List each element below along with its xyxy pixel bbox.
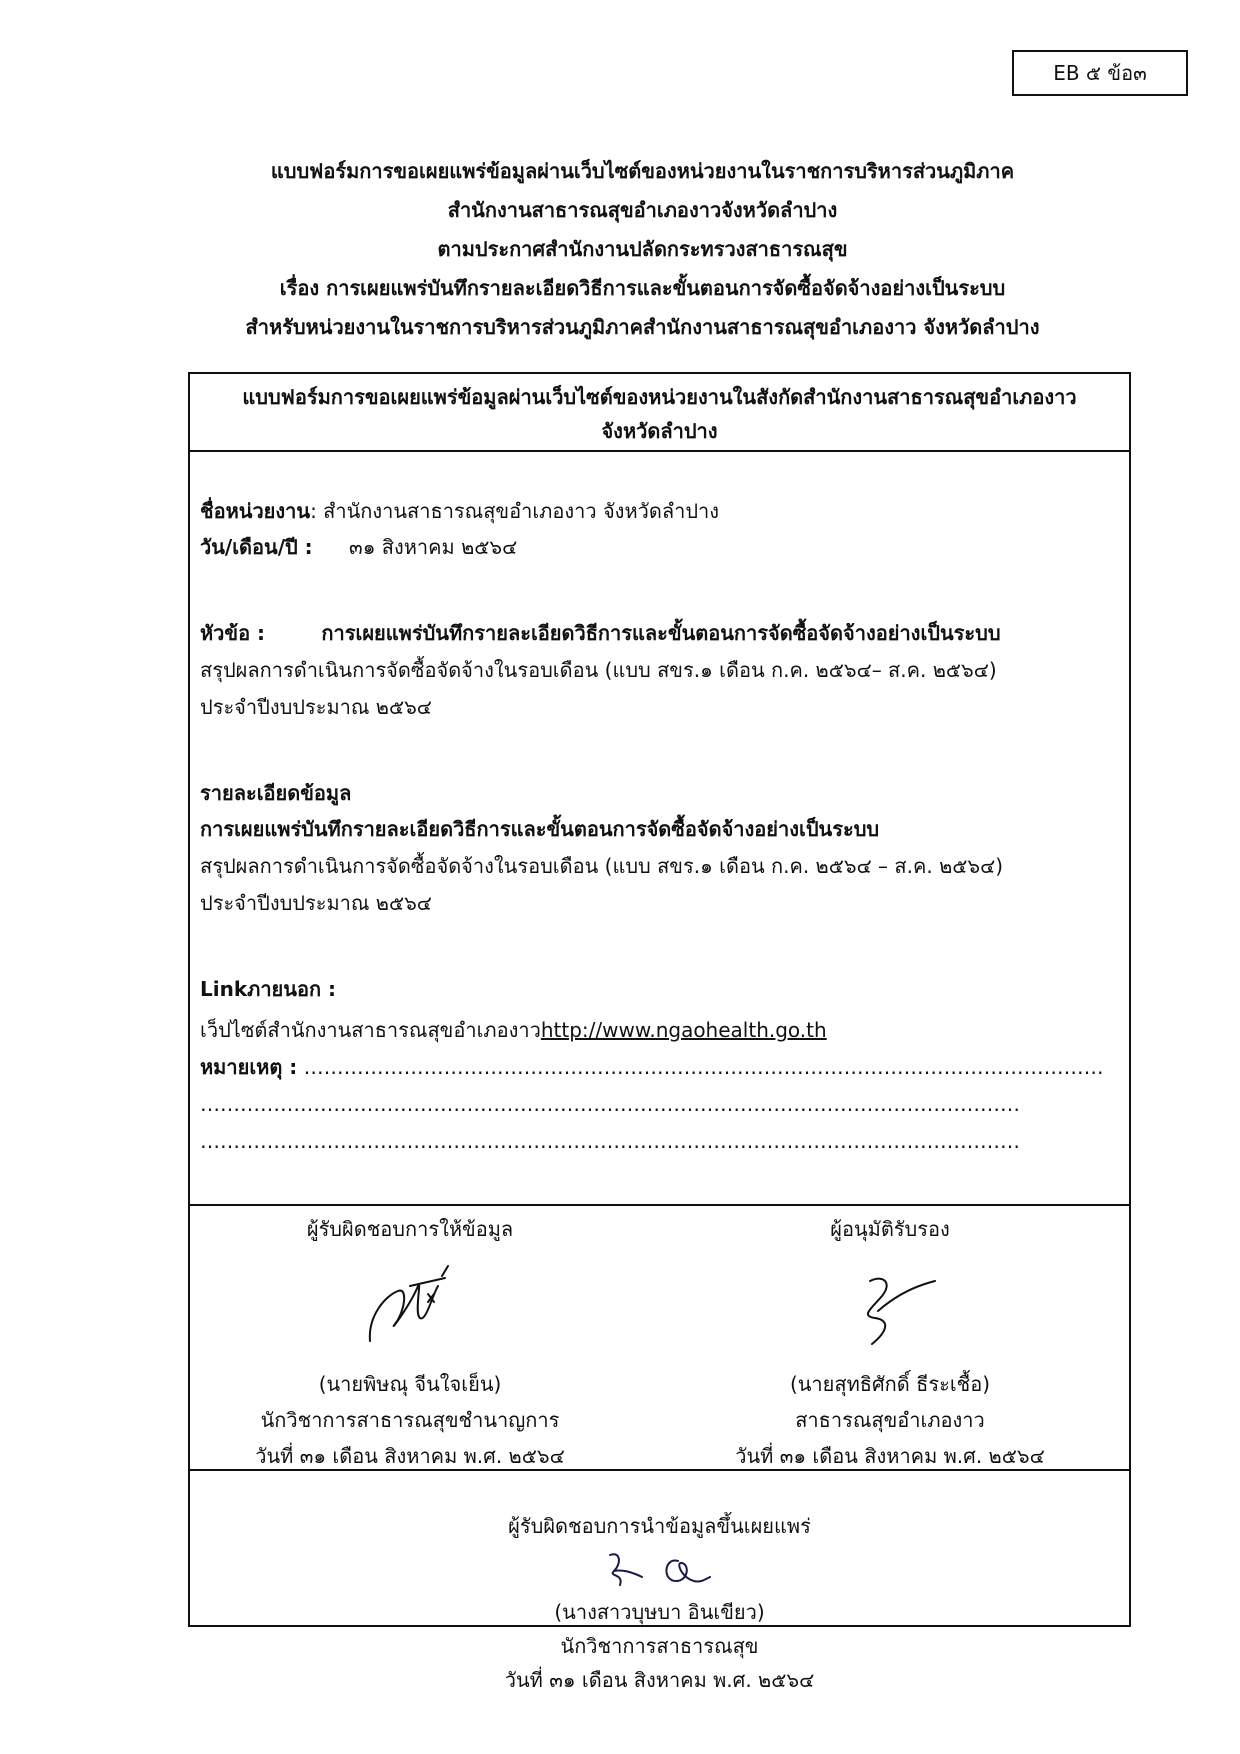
provider-name: (นายพิษณุ จีนใจเย็น) xyxy=(318,1372,502,1396)
form-title xyxy=(190,374,1129,452)
agency-row xyxy=(200,496,719,526)
remark-dots-2: …………………………………………………………………………………………………………… xyxy=(200,1092,1020,1116)
header-line-4: เรื่อง การเผยแพร่บันทึกรายละเอียดวิธีการและขั้นตอนการจัดซื้อจัดจ้างอย่างเป็นระบบ xyxy=(279,276,1006,300)
approver-role: ผู้อนุมัติรับรอง xyxy=(830,1217,950,1241)
publisher-date: วันที่ ๓๑ เดือน สิงหาคม พ.ศ. ๒๕๖๔ xyxy=(504,1668,815,1692)
publisher-section xyxy=(190,1471,1129,1692)
provider-date: วันที่ ๓๑ เดือน สิงหาคม พ.ศ. ๒๕๖๔ xyxy=(255,1444,565,1468)
provider-role: ผู้รับผิดชอบการให้ข้อมูล xyxy=(306,1217,514,1241)
topic-line-3: ประจำปีงบประมาณ ๒๕๖๔ xyxy=(200,695,432,719)
detail-label: รายละเอียดข้อมูล xyxy=(200,781,352,805)
remark-row xyxy=(200,1052,1104,1082)
date-label: วัน/เดือน/ปี : xyxy=(200,535,313,559)
remark-dots-3: …………………………………………………………………………………………………………… xyxy=(200,1129,1020,1153)
reference-code-box: EB ๕ ข้อ๓ xyxy=(1012,50,1188,96)
publisher-position: นักวิชาการสาธารณสุข xyxy=(560,1634,759,1658)
approver-signature-block xyxy=(670,1206,1110,1474)
header-line-5: สำหรับหน่วยงานในราชการบริหารส่วนภูมิภาคสำนักงานสาธารณสุขอำเภองาว จังหวัดลำปาง xyxy=(245,315,1040,339)
provider-position: นักวิชาการสาธารณสุขชำนาญการ xyxy=(260,1408,560,1432)
header-line-3: ตามประกาศสำนักงานปลัดกระทรวงสาธารณสุข xyxy=(437,237,848,261)
topic-row xyxy=(200,618,1001,648)
detail-line-2: สรุปผลการดำเนินการจัดซื้อจัดจ้างในรอบเดือน (แบบ สขร.๑ เดือน ก.ค. ๒๕๖๔ – ส.ค. ๒๕๖๔) xyxy=(200,854,1004,878)
approver-position: สาธารณสุขอำเภองาว xyxy=(795,1408,985,1432)
date-value: ๓๑ สิงหาคม ๒๕๖๔ xyxy=(349,535,518,559)
topic-line-2: สรุปผลการดำเนินการจัดซื้อจัดจ้างในรอบเดือน (แบบ สขร.๑ เดือน ก.ค. ๒๕๖๔– ส.ค. ๒๕๖๔) xyxy=(200,658,997,682)
remark-dots-1: ………………………………………………………………………………………………………… xyxy=(303,1055,1104,1079)
provider-signature-icon xyxy=(350,1256,470,1356)
website-link[interactable]: http://www.ngaohealth.go.th xyxy=(540,1018,827,1042)
form-title-line-1: แบบฟอร์มการขอเผยแพร่ข้อมูลผ่านเว็บไซต์ของหน่วยงานในสังกัดสำนักงานสาธารณสุขอำเภองาว xyxy=(242,385,1077,409)
topic-label: หัวข้อ : xyxy=(200,621,266,645)
agency-value: : สำนักงานสาธารณสุขอำเภองาว จังหวัดลำปาง xyxy=(310,499,720,523)
detail-line-3: ประจำปีงบประมาณ ๒๕๖๔ xyxy=(200,891,432,915)
approver-name: (นายสุทธิศักดิ์ ธีระเชื้อ) xyxy=(789,1372,991,1396)
remark-label: หมายเหตุ : xyxy=(200,1055,298,1079)
approver-signature-icon xyxy=(830,1256,950,1356)
form-info-section xyxy=(190,452,1129,1206)
provider-signature-block xyxy=(190,1206,630,1474)
agency-label: ชื่อหน่วยงาน xyxy=(200,499,311,523)
publisher-signature-icon xyxy=(590,1543,730,1595)
document-header xyxy=(150,152,1135,347)
link-label: Linkภายนอก : xyxy=(200,977,337,1001)
header-line-2: สำนักงานสาธารณสุขอำเภองาวจังหวัดลำปาง xyxy=(447,198,838,222)
website-label: เว็ปไซต์สำนักงานสาธารณสุขอำเภองาว xyxy=(200,1018,541,1042)
request-form-table xyxy=(188,372,1131,1692)
publisher-name: (นางสาวบุษบา อินเขียว) xyxy=(554,1600,765,1624)
publisher-role: ผู้รับผิดชอบการนำข้อมูลขึ้นเผยแพร่ xyxy=(508,1514,811,1538)
header-line-1: แบบฟอร์มการขอเผยแพร่ข้อมูลผ่านเว็บไซต์ของหน่วยงานในราชการบริหารส่วนภูมิภาค xyxy=(270,159,1015,183)
topic-value: การเผยแพร่บันทึกรายละเอียดวิธีการและขั้นตอนการจัดซื้อจัดจ้างอย่างเป็นระบบ xyxy=(321,621,1001,645)
date-row xyxy=(200,532,517,562)
website-row xyxy=(200,1015,827,1045)
detail-line-1: การเผยแพร่บันทึกรายละเอียดวิธีการและขั้นตอนการจัดซื้อจัดจ้างอย่างเป็นระบบ xyxy=(200,817,880,841)
approver-date: วันที่ ๓๑ เดือน สิงหาคม พ.ศ. ๒๕๖๔ xyxy=(735,1444,1045,1468)
form-title-line-2: จังหวัดลำปาง xyxy=(601,419,718,443)
signature-section xyxy=(190,1206,1129,1471)
